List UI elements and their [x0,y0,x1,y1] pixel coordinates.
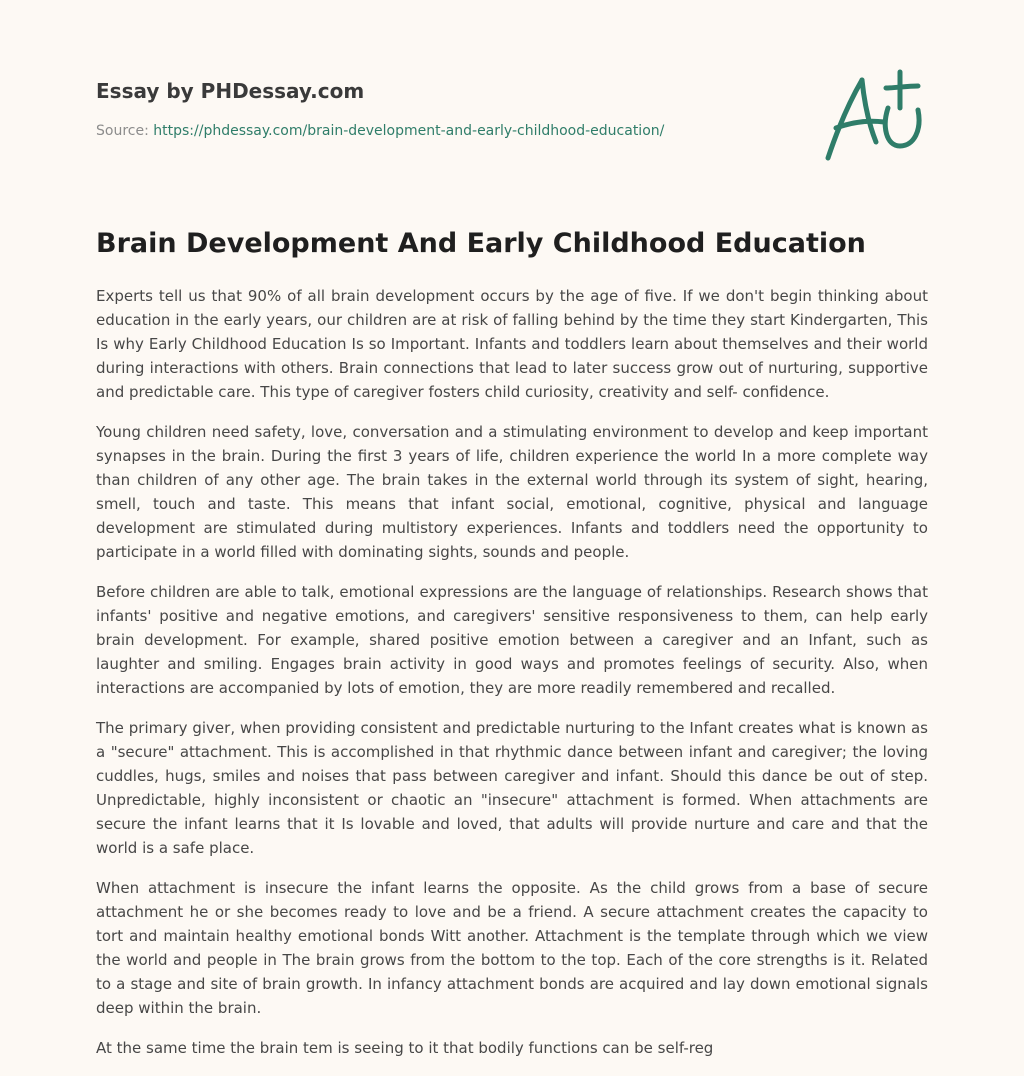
essay-title: Brain Development And Early Childhood Education [96,228,866,259]
paragraph: The primary giver, when providing consistent and predictable nurturing to the Infant creates what is known as a "secure" attachment. This is accomplished in that rhythmic dance between infant and caregiver; the loving cuddles, hugs, smiles and noises that pass between caregiver and infant. Should this dance be out of step. Unpredictable, highly inconsistent or chaotic an "insecure" attachment is formed. When attachments are secure the infant learns that it Is lovable and loved, that adults will provide nurture and care and that the world is a safe place. [96,719,928,857]
essay-body [96,284,928,1076]
paragraph: Before children are able to talk, emotional expressions are the language of relationships. Research shows that infants' positive and negative emotions, and caregivers' sensitive responsiveness to them, can help early brain development. For example, shared positive emotion between a caregiver and an Infant, such as laughter and smiling. Engages brain activity in good ways and promotes feelings of security. Also, when interactions are accompanied by lots of emotion, they are more readily remembered and recalled. [96,583,928,697]
source-label: Source: [96,123,154,139]
source-line [96,122,796,140]
site-name: Essay by PHDessay.com [96,79,365,103]
paragraph: When attachment is insecure the infant learns the opposite. As the child grows from a base of secure attachment he or she becomes ready to love and be a friend. A secure attachment creates the capacity to tort and maintain healthy emotional bonds Witt another. Attachment is the template through which we view the world and people in The brain grows from the bottom to the top. Each of the core strengths is it. Related to a stage and site of brain growth. In infancy attachment bonds are acquired and lay down emotional signals deep within the brain. [96,879,928,1017]
source-link[interactable]: https://phdessay.com/brain-development-and-early-childhood-education/ [153,123,665,139]
paragraph-truncated: At the same time the brain tem is seeing to it that bodily functions can be self-reg [96,1039,714,1057]
paragraph: Young children need safety, love, conversation and a stimulating environment to develop and keep important synapses in the brain. During the first 3 years of life, children experience the world In a more complete way than children of any other age. The brain takes in the external world through its system of sight, hearing, smell, touch and taste. This means that infant social, emotional, cognitive, physical and language development are stimulated during multistory experiences. Infants and toddlers need the opportunity to participate in a world filled with dominating sights, sounds and people. [96,423,928,561]
essay-header [96,78,796,140]
a-plus-logo-icon [818,64,930,168]
paragraph: Experts tell us that 90% of all brain development occurs by the age of five. If we don't begin thinking about education in the early years, our children are at risk of falling behind by the time they start Kindergarten, This Is why Early Childhood Education Is so Important. Infants and toddlers learn about themselves and their world during interactions with others. Brain connections that lead to later success grow out of nurturing, supportive and predictable care. This type of caregiver fosters child curiosity, creativity and self- confidence. [96,287,928,401]
